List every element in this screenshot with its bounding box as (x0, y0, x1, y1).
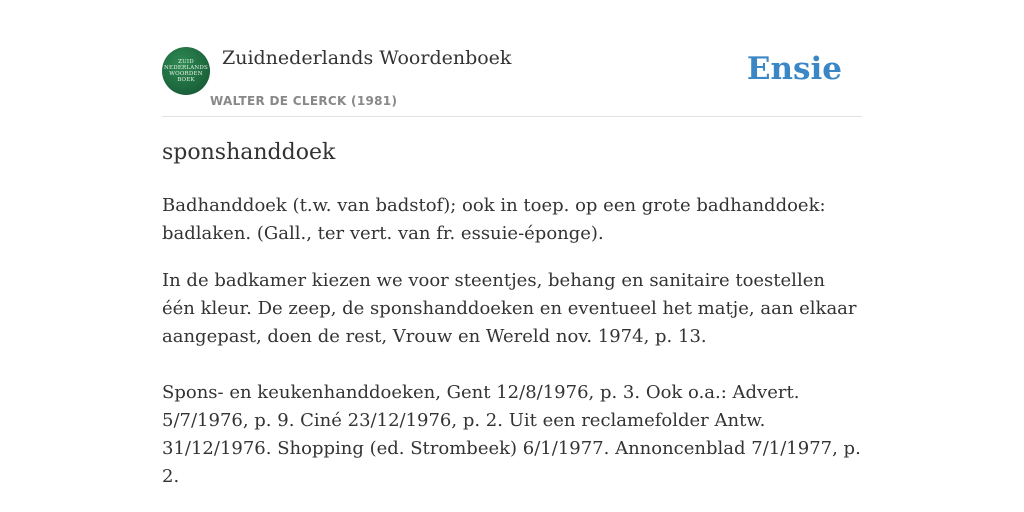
dictionary-logo[interactable] (162, 47, 210, 95)
entry-headword: sponshanddoek (162, 140, 336, 165)
logo-line-1: ZUID (178, 59, 194, 65)
dictionary-author: WALTER DE CLERCK (1981) (210, 94, 398, 108)
dictionary-title[interactable]: Zuidnederlands Woordenboek (222, 47, 512, 69)
entry-citations: Spons- en keukenhanddoeken, Gent 12/8/1976, p. 3. Ook o.a.: Advert. 5/7/1976, p. 9. Ciné 23/12/1976, p. 2. Uit een reclamefolder Antw. 31/12/1976. Shopping (ed. Strombeek) 6/1/1977. Annoncenblad 7/1/1977, p. 2. (162, 382, 861, 487)
ensie-brand-link[interactable]: Ensie (746, 51, 842, 87)
logo-line-2: NEDERLANDS (163, 65, 208, 71)
dictionary-header (162, 46, 862, 117)
entry-example: In de badkamer kiezen we voor steentjes, behang en sanitaire toestellen één kleur. De zeep, de sponshanddoeken en eventueel het matje, aan elkaar aangepast, doen de rest, Vrouw en Wereld nov. 1974, p. 13. (162, 270, 857, 347)
entry-definition: Badhanddoek (t.w. van badstof); ook in toep. op een grote badhanddoek: badlaken. (Gall., ter vert. van fr. essuie-éponge). (162, 195, 826, 244)
logo-line-3: WOORDEN (169, 71, 203, 77)
logo-line-4: BOEK (177, 77, 195, 83)
